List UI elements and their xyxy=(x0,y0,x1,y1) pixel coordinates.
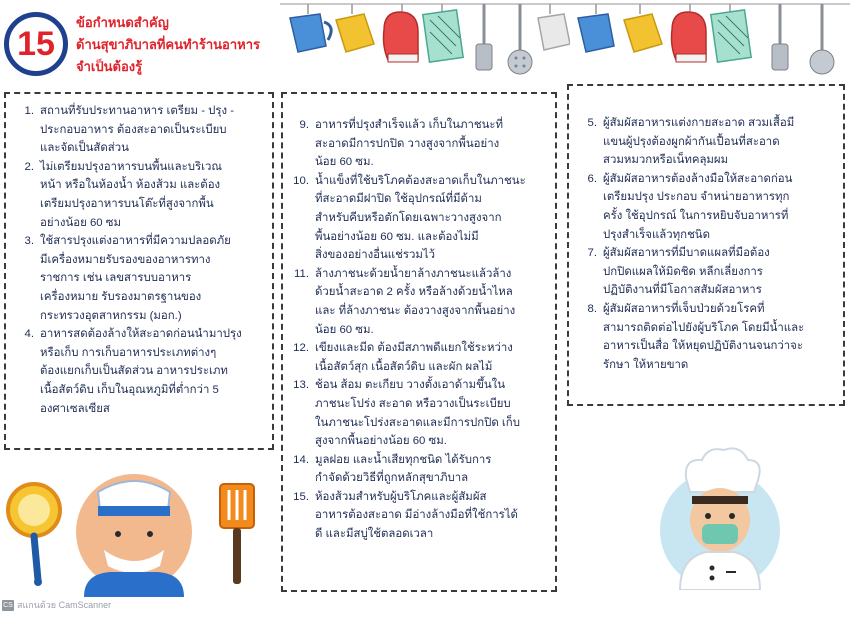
badge-number: 15 xyxy=(17,25,55,63)
rule-number: 3. xyxy=(24,235,34,248)
scanner-watermark xyxy=(2,598,111,612)
number-badge xyxy=(4,12,68,76)
rule-item xyxy=(12,158,266,232)
rule-text: ห้องส้วมสำหรับผู้บริโภคและผู้สัมผัส อาหารต้องสะอาด มีอ่างล้างมือที่ใช้การได้ ดี และมีสบู่ใช้ตลอดเวลา xyxy=(315,490,518,541)
rule-text: อาหารสดต้องล้างให้สะอาดก่อนนำมาปรุง หรือเก็บ การเก็บอาหารประเภทต่างๆ ต้องแยกเก็บเป็นสัดส่วน อาหารประเภท เนื้อสัตว์ดิบ เก็บในอุณหภูมิที่ต่ำกว่า 5 องศาเซลเซียส xyxy=(40,328,242,415)
page-title xyxy=(76,12,306,78)
pitcher-icon xyxy=(538,4,570,50)
rule-text: ผู้สัมผัสอาหารที่มีบาดแผลที่มือต้อง ปกปิดแผลให้มิดชิด หลีกเลี่ยงการ ปฏิบัติงานที่มีโอกาสสัมผัสอาหาร xyxy=(603,247,770,297)
rule-number: 9. xyxy=(299,119,309,131)
rule-text: สถานที่รับประทานอาหาร เตรียม - ปรุง - ประกอบอาหาร ต้องสะอาดเป็นระเบียบ และจัดเป็นสัดส่วน xyxy=(40,105,235,155)
rule-item xyxy=(575,170,837,244)
kitchen-decor-right xyxy=(570,0,850,82)
scanner-text: สแกนด้วย CamScanner xyxy=(17,600,112,610)
rule-item xyxy=(287,116,549,172)
oven-mitt-icon xyxy=(672,4,707,62)
rule-number: 8. xyxy=(587,302,597,315)
pitcher-icon xyxy=(290,4,331,52)
rule-item xyxy=(287,376,549,450)
rule-number: 11. xyxy=(294,267,309,280)
rule-item xyxy=(287,172,549,265)
skimmer-icon xyxy=(810,4,834,74)
rule-item xyxy=(287,339,549,376)
rule-number: 14. xyxy=(293,453,309,466)
rule-item xyxy=(12,325,266,418)
rules-column-2 xyxy=(281,92,557,592)
rule-text: ล้างภาชนะด้วยน้ำยาล้างภาชนะแล้วล้าง ด้วยน้ำสะอาด 2 ครั้ง หรือล้างด้วยน้ำไหล และ ที่ล้างภาชนะ ต้องวางสูงจากพื้นอย่าง น้อย 60 ซม. xyxy=(315,267,516,336)
rule-text: ช้อน ส้อม ตะเกียบ วางตั้งเอาด้ามขึ้นใน ภาชนะโปร่ง สะอาด หรือวางเป็นระเบียบ ในภาชนะโปร่งสะอาดและมีการปกปิด เก็บ สูงจากพื้นอย่างน้อย 60 ซม. xyxy=(315,379,520,448)
rules-list-2 xyxy=(287,116,549,544)
rules-column-3 xyxy=(567,84,845,406)
rules-column-1 xyxy=(4,92,274,450)
kitchen-illustration-left xyxy=(0,462,275,597)
rule-item xyxy=(12,232,266,325)
rule-text: น้ำแข็งที่ใช้บริโภคต้องสะอาดเก็บในภาชนะ ที่สะอาดมีฝาปิด ใช้อุปกรณ์ที่มีด้าม สำหรับคีบหรือตักโดยเฉพาะวางสูงจาก พื้นอย่างน้อย 60 ซม. และต้องไม่มี สิ่งของอย่างอื่นแช่รวมไว้ xyxy=(315,174,526,262)
rule-text: ไม่เตรียมปรุงอาหารบนพื้นและบริเวณ หน้า หรือในห้องน้ำ ห้องส้วม และต้อง เตรียมปรุงอาหารบนโต๊ะที่สูงจากพื้น อย่างน้อย 60 ซม xyxy=(40,160,222,229)
title-line-1: ข้อกำหนดสำคัญ xyxy=(76,15,169,30)
rule-item xyxy=(287,451,549,488)
rule-item xyxy=(575,114,837,170)
rule-text: ใช้สารปรุงแต่งอาหารที่มีความปลอดภัย มีเครื่องหมายรับรองของอาหารทาง ราชการ เช่น เลขสารบบอาหาร เครื่องหมาย รับรองมาตรฐานของ กระทรวงอุตสาหกรรม (มอก.) xyxy=(40,235,231,322)
frying-pan-icon xyxy=(8,484,60,586)
rule-item xyxy=(12,102,266,158)
rule-number: 4. xyxy=(24,328,34,341)
rule-number: 12. xyxy=(293,342,309,355)
skimmer-icon xyxy=(508,4,532,74)
chef-icon xyxy=(76,474,192,597)
rule-text: ผู้สัมผัสอาหารแต่งกายสะอาด สวมเสื้อมี แขนผู้ปรุงต้องผูกผ้ากันเปื้อนที่สะอาด สวมหมวกหรือเน็ทคลุมผม xyxy=(603,117,795,167)
rule-number: 6. xyxy=(587,172,597,185)
rule-number: 10. xyxy=(293,174,309,187)
rule-number: 5. xyxy=(587,117,597,129)
kitchen-decor-left xyxy=(280,0,570,82)
rule-text: ผู้สัมผัสอาหารต้องล้างมือให้สะอาดก่อน เตรียมปรุง ประกอบ จำหน่ายอาหารทุก ครั้ง ใช้อุปกรณ์ ในการหยิบจับอาหารที่ ปรุงสำเร็จแล้วทุกชนิด xyxy=(603,172,793,241)
title-line-2: ด้านสุขาภิบาลที่คนทำร้านอาหาร xyxy=(76,37,260,52)
rules-list-1 xyxy=(12,102,266,418)
rule-item xyxy=(287,488,549,544)
title-line-3: จำเป็นต้องรู้ xyxy=(76,59,143,74)
kitchen-towel-icon xyxy=(711,4,751,62)
kitchen-towel-icon xyxy=(423,4,463,62)
rule-number: 1. xyxy=(24,105,34,117)
pitcher-icon xyxy=(336,4,374,52)
oven-mitt-icon xyxy=(384,4,419,62)
rule-text: เขียงและมีด ต้องมีสภาพดีแยกใช้ระหว่าง เนื้อสัตว์สุก เนื้อสัตว์ดิบ และผัก ผลไม้ xyxy=(315,342,513,373)
rule-text: มูลฝอย และน้ำเสียทุกชนิด ได้รับการ กำจัดด้วยวิธีที่ถูกหลักสุขาภิบาล xyxy=(315,453,492,485)
rule-number: 7. xyxy=(587,247,597,260)
spatula-icon xyxy=(220,484,254,584)
rule-text: ผู้สัมผัสอาหารที่เจ็บป่วยด้วยโรคที่ สามารถติดต่อไปยังผู้บริโภค โดยมีน้ำและ อาหารเป็นสื่อ ให้หยุดปฏิบัติงานจนกว่าจะ รักษา ให้หายขาด xyxy=(603,302,805,371)
rule-text: อาหารที่ปรุงสำเร็จแล้ว เก็บในภาชนะที่ สะอาดมีการปกปิด วางสูงจากพื้นอย่าง น้อย 60 ซม. xyxy=(315,119,504,169)
ladle-icon xyxy=(476,4,492,70)
rule-item xyxy=(287,265,549,339)
rule-number: 15. xyxy=(293,490,309,503)
chef-icon xyxy=(660,448,780,590)
chef-illustration-right xyxy=(640,440,800,590)
rules-list-3 xyxy=(575,114,837,374)
pitcher-icon xyxy=(624,4,662,52)
camscanner-icon: CS xyxy=(3,601,13,609)
rule-item xyxy=(575,300,837,374)
rule-item xyxy=(575,244,837,300)
rule-number: 13. xyxy=(293,379,309,392)
ladle-icon xyxy=(772,4,788,70)
rule-number: 2. xyxy=(24,160,34,173)
pitcher-icon xyxy=(578,4,614,52)
